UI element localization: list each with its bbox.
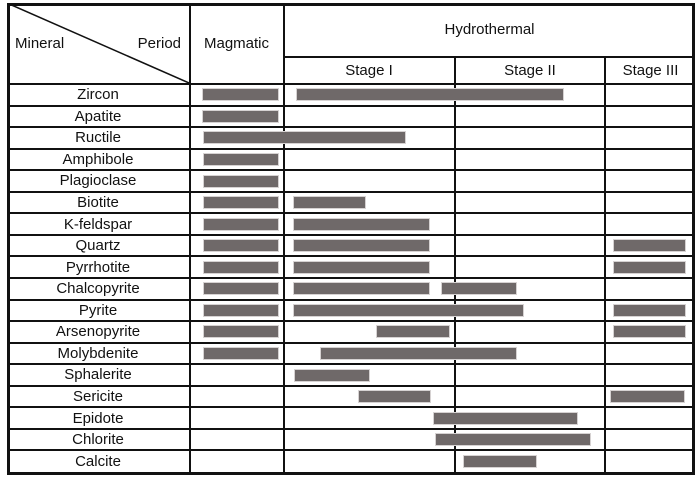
paragenesis-bar [296,88,564,101]
paragenesis-bar [293,218,430,231]
mineral-label: Zircon [77,86,119,104]
mineral-label: Epidote [72,409,124,427]
mineral-label: Pyrite [78,301,118,319]
header-corner-cell [7,3,189,83]
mineral-label: Chlorite [72,431,124,449]
paragenesis-bar [203,261,279,274]
paragenesis-bar [203,282,279,295]
mineral-label: Arsenopyrite [55,323,141,341]
paragenesis-bar [376,325,450,338]
paragenesis-bar [203,347,279,360]
paragenesis-bar [320,347,517,360]
mineral-label: Apatite [74,107,122,125]
magmatic-column-header: Magmatic [203,34,270,52]
paragenesis-bar [433,412,579,425]
paragenesis-bar [358,390,432,403]
paragenesis-bar [293,304,525,317]
mineral-label: Sericite [72,388,124,406]
stage1-column-header: Stage I [345,61,393,79]
paragenesis-bar [293,261,430,274]
paragenesis-bar [293,196,367,209]
paragenesis-bar [202,110,279,123]
paragenesis-bar [441,282,517,295]
mineral-axis-label: Mineral [15,35,65,52]
mineral-label: Pyrrhotite [65,258,131,276]
period-axis-label: Period [137,35,181,52]
paragenesis-bar [203,196,279,209]
mineral-label: Chalcopyrite [56,280,140,298]
paragenesis-bar [613,261,686,274]
stage2-column-header: Stage II [504,61,556,79]
stage3-column-header: Stage III [622,61,679,79]
mineral-label: Plagioclase [59,172,137,190]
paragenesis-bar [202,88,279,101]
mineral-label: K-feldspar [63,215,133,233]
paragenesis-bar [293,282,430,295]
mineral-label: Calcite [75,452,121,470]
mineral-label: Sphalerite [64,366,132,384]
grid-line-vertical-stage2 [454,57,456,473]
paragenesis-bar [613,304,686,317]
paragenesis-bar [203,325,279,338]
paragenesis-bar [203,153,279,166]
mineral-label: Biotite [77,194,119,212]
paragenesis-bar [435,433,591,446]
mineral-label: Ructile [75,129,121,147]
paragenesis-bar [293,239,430,252]
paragenesis-bar [613,239,686,252]
hydrothermal-column-header: Hydrothermal [444,21,535,38]
paragenesis-bar [203,239,279,252]
grid-line-vertical-stage3 [604,57,606,473]
paragenesis-bar [203,218,279,231]
mineral-label: Quartz [75,237,121,255]
paragenesis-bar [294,369,370,382]
paragenesis-bar [203,131,406,144]
paragenesis-bar [613,325,686,338]
mineral-label: Molybdenite [57,344,139,362]
mineral-label: Amphibole [62,150,134,168]
paragenesis-bar [610,390,685,403]
paragenesis-bar [203,175,279,188]
paragenesis-bar [463,455,537,468]
paragenesis-bar [203,304,279,317]
